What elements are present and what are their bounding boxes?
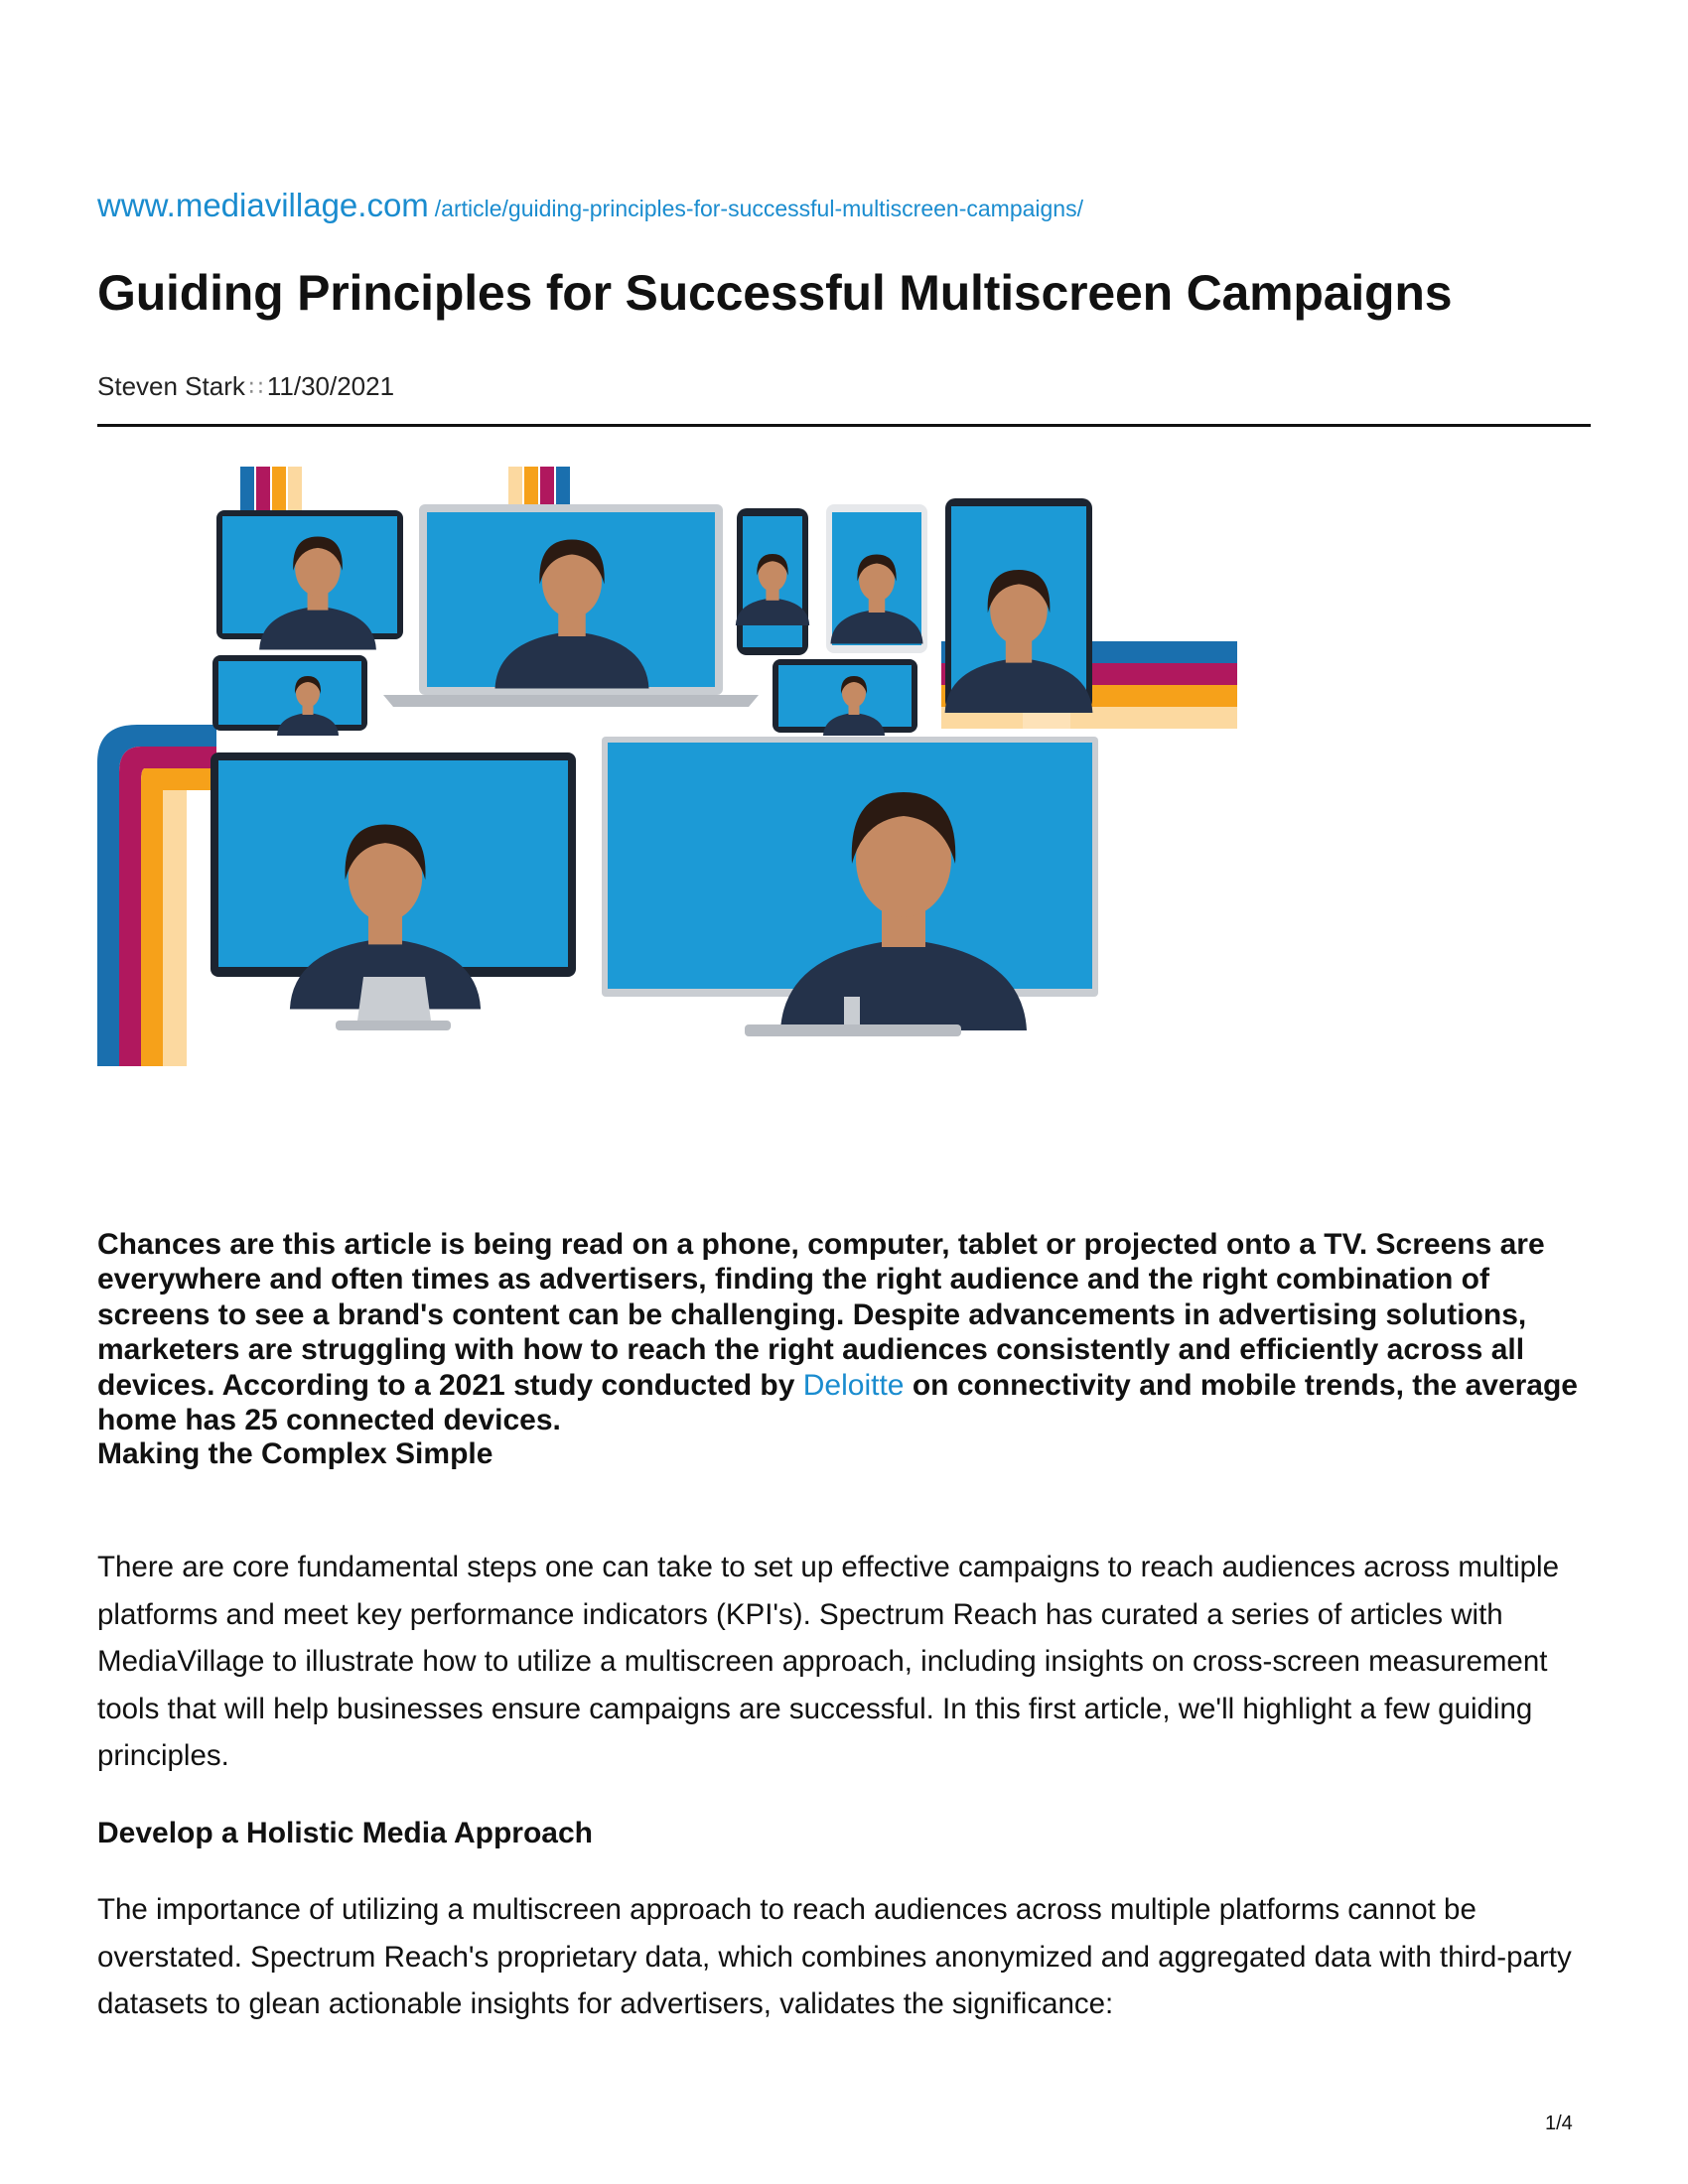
tablet-screen-middle [826,504,927,653]
section-body-complex-simple: There are core fundamental steps one can take to set up effective campaigns to reach audiences across multiple platforms and meet key performance indicators (KPI's). Spectrum Reach has curated a series of articles with MediaVillage to illustrate how to utilize a multiscreen approach, including insights on cross-screen measurement tools that will help businesses ensure campaigns are successful. In this first article, we'll highlight a few guiding principles. [97,1551,1560,1772]
section-body-holistic: The importance of utilizing a multiscreen approach to reach audiences across multiple platforms cannot be overstated. Spectrum Reach's proprietary data, which combines anonymized and aggregated data with third-party datasets to glean actionable insights for advertisers, validates the significance: [97,1893,1572,2020]
byline-separator: ∷ [248,375,263,400]
section-heading-complex-simple: Making the Complex Simple [97,1437,493,1470]
source-url [97,187,1083,224]
author-name: Steven Stark [97,371,245,401]
source-domain-link[interactable]: www.mediavillage.com [97,187,429,223]
deloitte-link[interactable]: Deloitte [802,1368,905,1402]
phone-landscape-center [773,659,917,736]
desktop-monitor [211,752,576,1030]
tablet-screen-right [945,498,1093,713]
tv-screen [602,737,1098,1036]
intro-text-before-link: Chances are this article is being read on a phone, computer, tablet or projected onto a TV. Screens are everywhere and often times as advertisers, finding the right audience and the right combination of screens to see a brand's content can be challenging. Despite advancements in advertising solutions, marketers are struggling with how to reach the right audiences consistently and efficiently across all devices. According to a 2021 study conducted by [97,1228,1545,1402]
hero-illustration [97,465,1237,1066]
phone-screen [736,508,809,655]
source-path-link[interactable]: /article/guiding-principles-for-successful-multiscreen-campaigns/ [434,196,1083,221]
section-heading-holistic: Develop a Holistic Media Approach [97,1817,593,1849]
intro-text-after-link: on connectivity and mobile trends, the average home has 25 connected devices. [97,1368,1578,1437]
tablet-screen-left [216,510,403,650]
phone-landscape-left [212,655,367,736]
article-title: Guiding Principles for Successful Multiscreen Campaigns [97,265,1453,321]
publish-date: 11/30/2021 [266,371,395,401]
byline [97,371,394,402]
intro-paragraph [97,1227,1597,1437]
page-number: 1/4 [1545,2113,1573,2134]
header-divider [97,424,1591,427]
laptop-screen [383,504,759,707]
